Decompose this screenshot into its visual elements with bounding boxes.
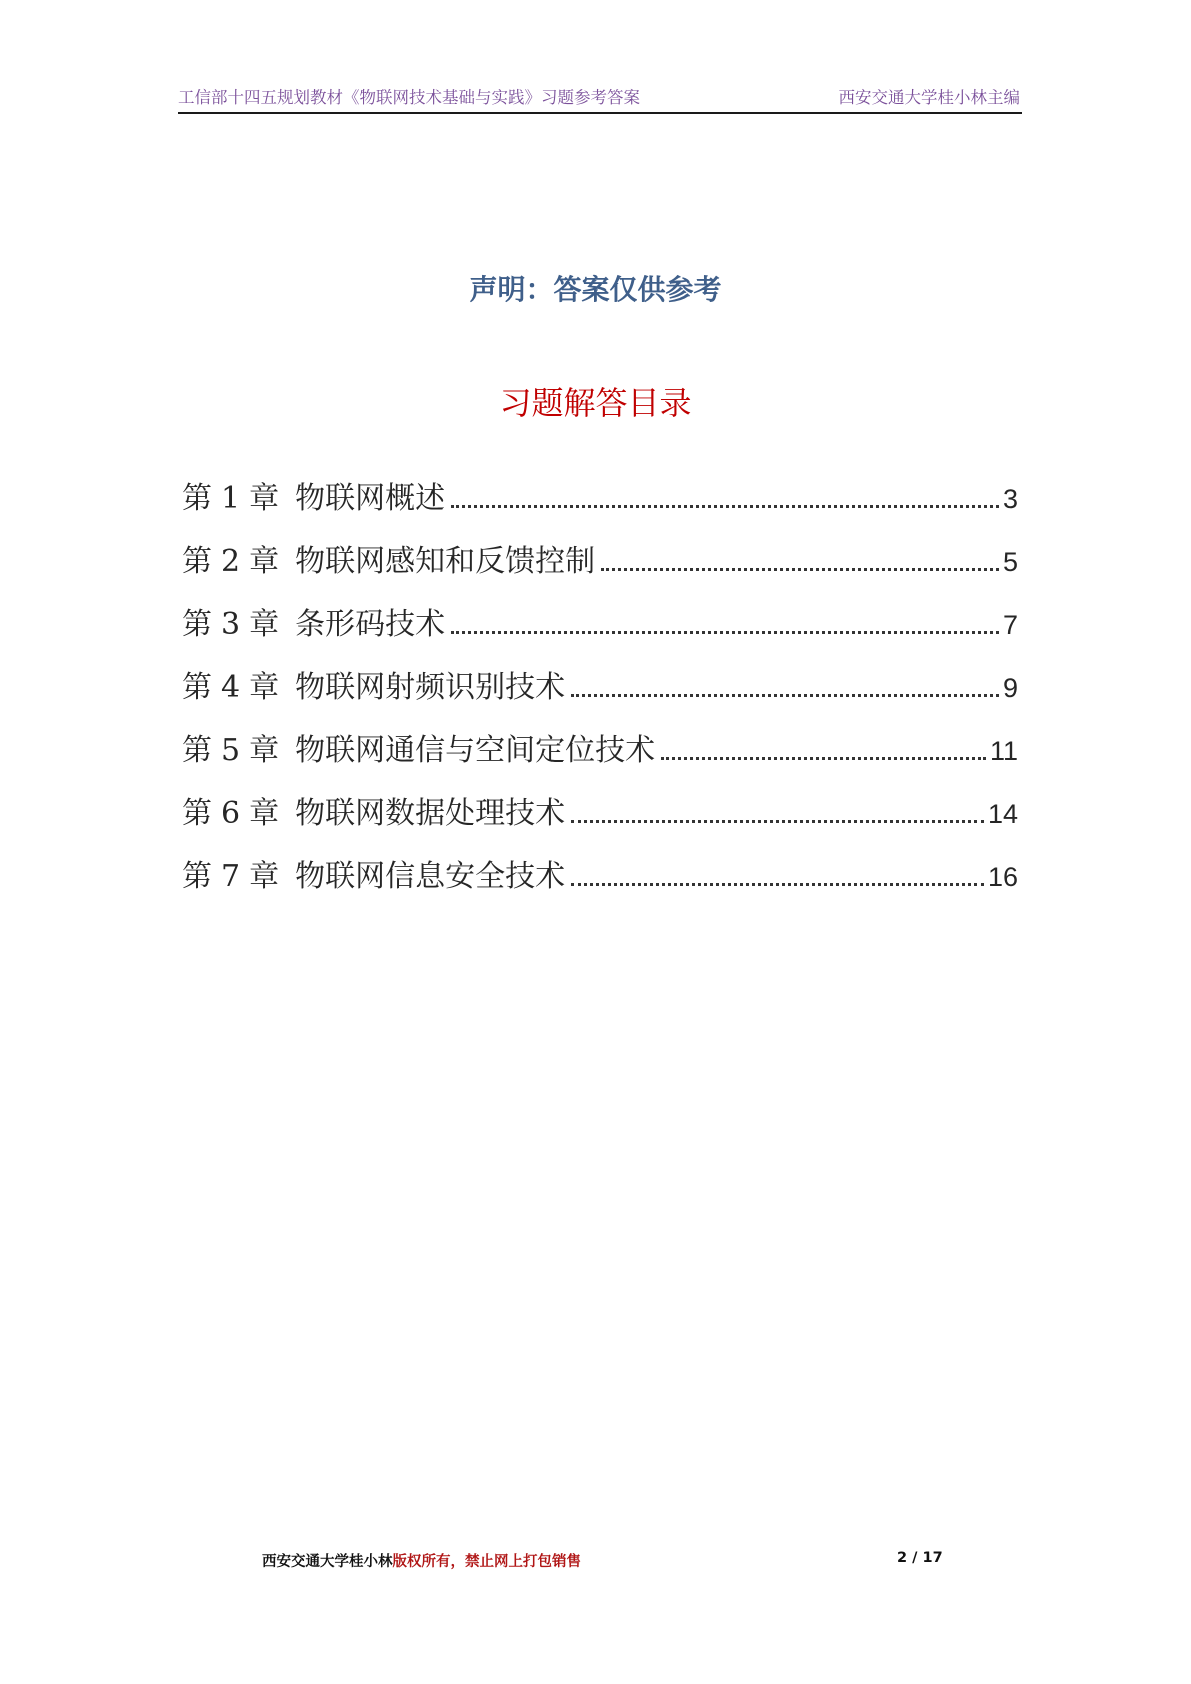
toc-entry-chapter-7[interactable] bbox=[182, 851, 1018, 914]
disclaimer-heading: 声明：答案仅供参考 bbox=[469, 273, 722, 306]
toc-chapter-suffix: 章 bbox=[249, 796, 280, 831]
toc-chapter-prefix: 第 bbox=[182, 481, 212, 516]
toc-entry-chapter-1[interactable] bbox=[182, 473, 1018, 536]
toc-page-number: 3 bbox=[1002, 484, 1018, 514]
toc-dot-leader bbox=[451, 631, 999, 634]
toc-chapter-suffix: 章 bbox=[249, 607, 280, 642]
toc-page-number: 5 bbox=[1002, 547, 1018, 577]
toc-page-number: 11 bbox=[989, 736, 1018, 766]
toc-entry-chapter-4[interactable] bbox=[182, 662, 1018, 725]
footer-copyright bbox=[262, 1550, 581, 1571]
toc-chapter-title: 物联网信息安全技术 bbox=[295, 859, 566, 894]
toc-chapter-prefix: 第 bbox=[182, 796, 212, 831]
toc-chapter-number: 4 bbox=[221, 670, 241, 705]
toc-chapter-prefix: 第 bbox=[182, 607, 212, 642]
toc-chapter-title: 物联网数据处理技术 bbox=[295, 796, 566, 831]
toc-chapter-number: 2 bbox=[221, 544, 241, 579]
header-editor: 西安交通大学桂小林主编 bbox=[838, 88, 1020, 107]
toc-chapter-title: 物联网概述 bbox=[295, 481, 446, 516]
toc-dot-leader bbox=[571, 883, 984, 886]
toc-entry-chapter-3[interactable] bbox=[182, 599, 1018, 662]
toc-page-number: 16 bbox=[987, 862, 1018, 892]
toc-chapter-number: 6 bbox=[221, 796, 241, 831]
toc-chapter-number: 3 bbox=[221, 607, 241, 642]
toc-chapter-suffix: 章 bbox=[249, 481, 280, 516]
toc-chapter-suffix: 章 bbox=[249, 859, 280, 894]
page-header bbox=[178, 82, 1022, 114]
toc-page-number: 7 bbox=[1002, 610, 1018, 640]
toc-chapter-title: 物联网感知和反馈控制 bbox=[295, 544, 596, 579]
toc-chapter-prefix: 第 bbox=[182, 670, 212, 705]
toc-entry-chapter-2[interactable] bbox=[182, 536, 1018, 599]
toc-heading: 习题解答目录 bbox=[499, 384, 692, 422]
footer-owner: 西安交通大学桂小林 bbox=[262, 1554, 393, 1570]
toc-chapter-prefix: 第 bbox=[182, 733, 212, 768]
toc-page-number: 14 bbox=[987, 799, 1018, 829]
toc-chapter-prefix: 第 bbox=[182, 859, 212, 894]
toc-chapter-prefix: 第 bbox=[182, 544, 212, 579]
toc-chapter-suffix: 章 bbox=[249, 544, 280, 579]
toc-chapter-number: 7 bbox=[221, 859, 241, 894]
toc-chapter-title: 物联网通信与空间定位技术 bbox=[295, 733, 656, 768]
toc-chapter-number: 1 bbox=[221, 481, 241, 516]
toc-chapter-number: 5 bbox=[221, 733, 241, 768]
toc-dot-leader bbox=[571, 820, 984, 823]
toc-dot-leader bbox=[601, 568, 999, 571]
footer-copyright-notice: 版权所有，禁止网上打包销售 bbox=[392, 1554, 581, 1570]
toc-entry-chapter-6[interactable] bbox=[182, 788, 1018, 851]
header-book-title: 工信部十四五规划教材《物联网技术基础与实践》习题参考答案 bbox=[178, 88, 640, 107]
table-of-contents bbox=[182, 473, 1018, 914]
toc-chapter-suffix: 章 bbox=[249, 670, 280, 705]
toc-dot-leader bbox=[661, 757, 986, 760]
toc-chapter-title: 物联网射频识别技术 bbox=[295, 670, 566, 705]
toc-chapter-suffix: 章 bbox=[249, 733, 280, 768]
toc-chapter-title: 条形码技术 bbox=[295, 607, 446, 642]
toc-dot-leader bbox=[451, 505, 999, 508]
toc-dot-leader bbox=[571, 694, 999, 697]
toc-entry-chapter-5[interactable] bbox=[182, 725, 1018, 788]
footer-page-counter: 2 / 17 bbox=[897, 1550, 943, 1566]
page-footer bbox=[0, 1550, 1191, 1574]
toc-page-number: 9 bbox=[1002, 673, 1018, 703]
